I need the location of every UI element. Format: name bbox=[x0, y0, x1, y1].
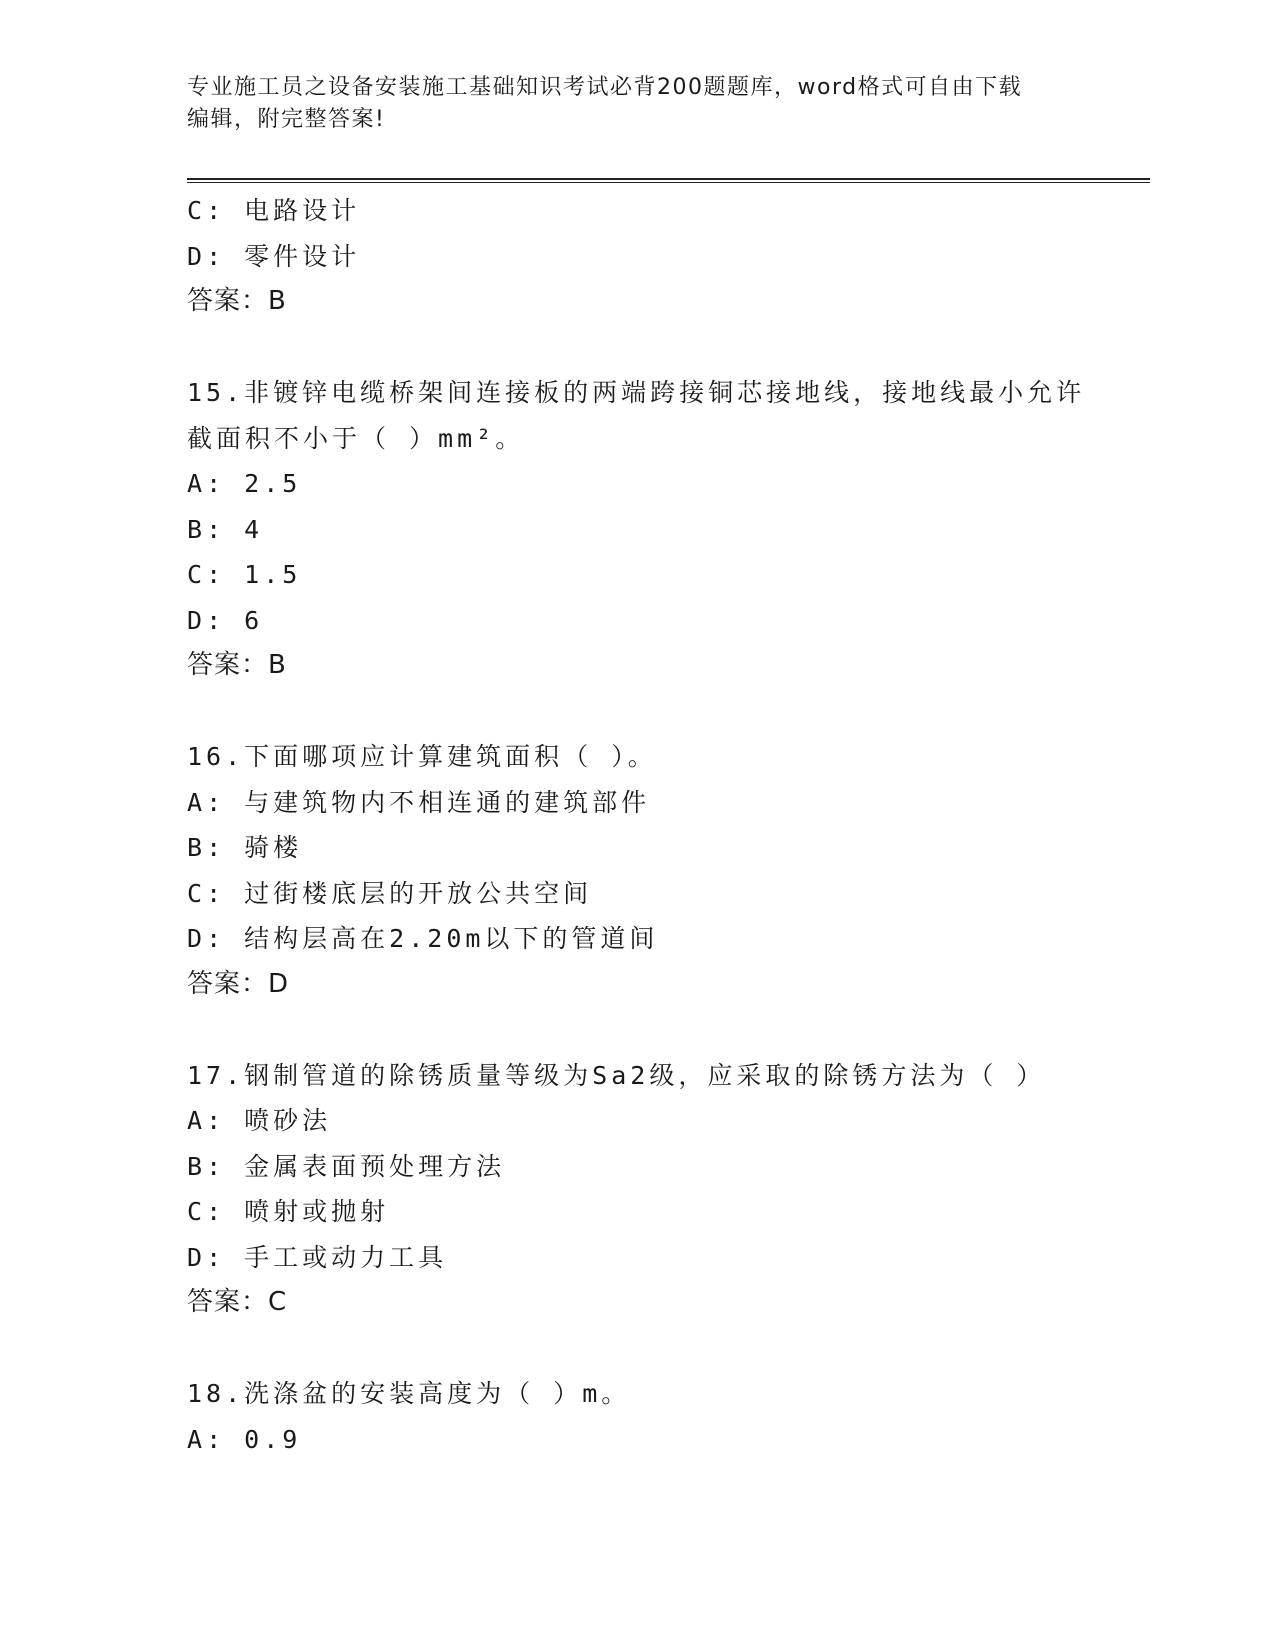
option-c: C: 过街楼底层的开放公共空间 bbox=[187, 878, 593, 908]
option-text: 2.5 bbox=[244, 469, 302, 498]
spacer bbox=[187, 689, 1087, 735]
answer-value: C bbox=[268, 1287, 288, 1317]
option-label: C bbox=[187, 878, 207, 908]
option-a: A: 0.9 bbox=[187, 1424, 302, 1454]
question-stem: 15.非镀锌电缆桥架间连接板的两端跨接铜芯接地线，接地线最小允许 bbox=[187, 378, 1086, 407]
question-list bbox=[187, 188, 1087, 1462]
answer-value: B bbox=[268, 286, 287, 316]
option-a: A: 2.5 bbox=[187, 469, 302, 498]
option-text: 结构层高在2.20m以下的管道间 bbox=[244, 924, 659, 953]
question-block-16 bbox=[187, 734, 1087, 1007]
question-number: 15 bbox=[187, 378, 226, 407]
question-number: 18 bbox=[187, 1379, 226, 1408]
option-label: C bbox=[187, 196, 207, 225]
option-c: C: 喷射或抛射 bbox=[187, 1197, 390, 1226]
question-stem-line-1: 下面哪项应计算建筑面积（ ）。 bbox=[244, 742, 657, 771]
option-text: 骑楼 bbox=[244, 833, 303, 862]
option-text: 手工或动力工具 bbox=[244, 1242, 448, 1272]
option-d: D: 6 bbox=[187, 605, 264, 635]
option-text: 过街楼底层的开放公共空间 bbox=[244, 878, 593, 908]
spacer bbox=[187, 1007, 1087, 1053]
option-label: C bbox=[187, 1197, 207, 1226]
question-stem-line-1: 洗涤盆的安装高度为（ ）m。 bbox=[244, 1379, 631, 1408]
option-label: D bbox=[187, 605, 207, 635]
option-text: 电路设计 bbox=[244, 196, 361, 225]
option-label: D bbox=[187, 241, 207, 271]
header-divider-thin bbox=[187, 182, 1150, 183]
answer-value: D bbox=[268, 968, 290, 999]
option-d: D: 手工或动力工具 bbox=[187, 1242, 448, 1272]
spacer bbox=[187, 1326, 1087, 1372]
question-block-partial bbox=[187, 188, 1087, 325]
option-text: 喷砂法 bbox=[244, 1106, 332, 1135]
header-divider-thick bbox=[187, 178, 1150, 180]
question-block-18 bbox=[187, 1371, 1087, 1462]
question-stem-line-1: 非镀锌电缆桥架间连接板的两端跨接铜芯接地线，接地线最小允许 bbox=[244, 378, 1086, 407]
option-text: 1.5 bbox=[244, 560, 302, 589]
header-title-line-1: 专业施工员之设备安装施工基础知识考试必背200题题库，word格式可自由下载 bbox=[187, 75, 1023, 100]
option-label: A bbox=[187, 1106, 207, 1135]
option-label: B bbox=[187, 514, 207, 544]
option-label: B bbox=[187, 1151, 207, 1181]
option-text: 6 bbox=[244, 605, 264, 635]
option-text: 金属表面预处理方法 bbox=[244, 1151, 506, 1181]
option-d: D: 结构层高在2.20m以下的管道间 bbox=[187, 924, 659, 953]
document-header bbox=[187, 72, 1067, 136]
answer-line bbox=[187, 1280, 1087, 1326]
answer-label: 答案： bbox=[187, 286, 269, 316]
question-stem-line-2: 截面积不小于（ ）mm²。 bbox=[187, 423, 525, 453]
option-b: B: 金属表面预处理方法 bbox=[187, 1151, 506, 1181]
spacer bbox=[187, 325, 1087, 371]
option-text: 零件设计 bbox=[244, 241, 361, 271]
option-label: A bbox=[187, 469, 207, 498]
question-stem: 17.钢制管道的除锈质量等级为Sa2级，应采取的除锈方法为（ ） bbox=[187, 1060, 1046, 1090]
option-a: A: 喷砂法 bbox=[187, 1106, 332, 1135]
option-label: A bbox=[187, 1424, 207, 1454]
question-number: 17 bbox=[187, 1060, 226, 1090]
option-label: B bbox=[187, 833, 207, 862]
question-block-17 bbox=[187, 1053, 1087, 1326]
option-b: B: 骑楼 bbox=[187, 833, 303, 862]
answer-label: 答案： bbox=[187, 650, 269, 680]
question-block-15 bbox=[187, 370, 1087, 689]
option-b: B: 4 bbox=[187, 514, 264, 544]
question-stem: 18.洗涤盆的安装高度为（ ）m。 bbox=[187, 1379, 631, 1408]
option-label: C bbox=[187, 560, 207, 589]
question-stem: 16.下面哪项应计算建筑面积（ ）。 bbox=[187, 742, 657, 771]
option-d: D: 零件设计 bbox=[187, 241, 361, 271]
answer-line bbox=[187, 643, 1087, 689]
answer-value: B bbox=[268, 650, 287, 680]
question-stem-line-1: 钢制管道的除锈质量等级为Sa2级，应采取的除锈方法为（ ） bbox=[244, 1060, 1046, 1090]
option-text: 喷射或抛射 bbox=[244, 1197, 390, 1226]
option-label: D bbox=[187, 1242, 207, 1272]
option-label: A bbox=[187, 787, 207, 817]
question-number: 16 bbox=[187, 742, 226, 771]
option-c: C: 电路设计 bbox=[187, 196, 361, 225]
option-text: 4 bbox=[244, 514, 264, 544]
option-c: C: 1.5 bbox=[187, 560, 302, 589]
question-stem-continued bbox=[187, 416, 1087, 462]
option-a: A: 与建筑物内不相连通的建筑部件 bbox=[187, 787, 651, 817]
answer-line bbox=[187, 279, 1087, 325]
answer-line bbox=[187, 962, 1087, 1008]
option-label: D bbox=[187, 924, 207, 953]
option-text: 0.9 bbox=[244, 1424, 302, 1454]
answer-label: 答案： bbox=[187, 968, 269, 999]
option-text: 与建筑物内不相连通的建筑部件 bbox=[244, 787, 651, 817]
header-title-line-2: 编辑，附完整答案! bbox=[187, 107, 386, 132]
answer-label: 答案： bbox=[187, 1287, 269, 1317]
